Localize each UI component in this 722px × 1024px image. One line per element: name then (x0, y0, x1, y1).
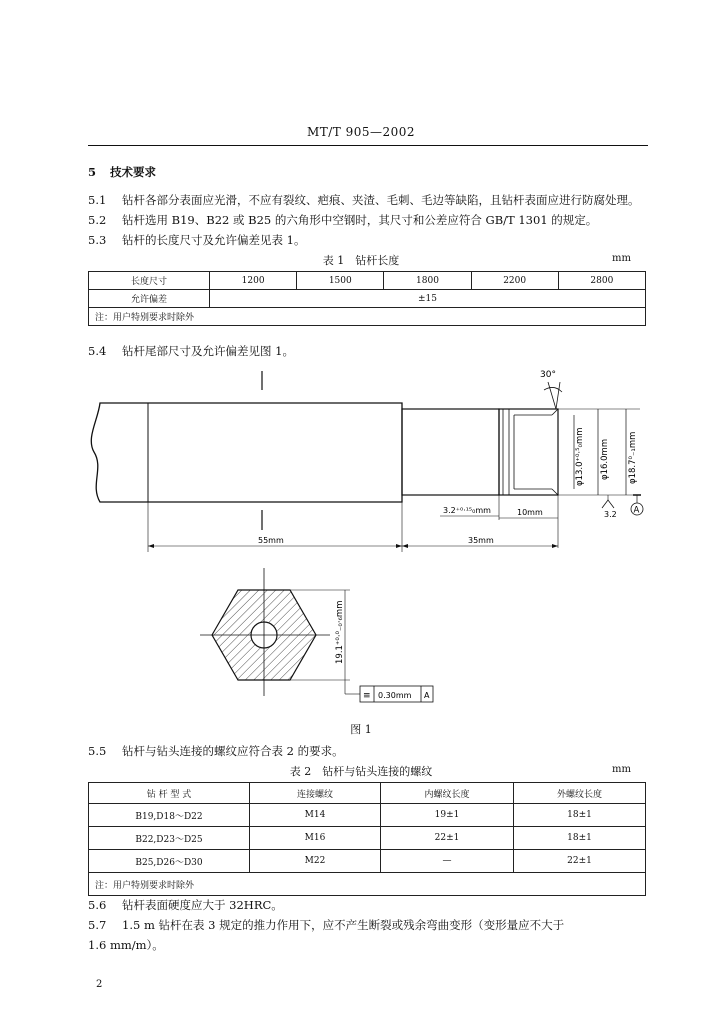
clause-5-1: 5.1 钻杆各部分表面应光滑，不应有裂纹、疤痕、夹渣、毛刺、毛边等缺陷，且钻杆表面应进行防腐处理。 (88, 193, 640, 207)
table1-row-label: 长度尺寸 (89, 272, 210, 290)
table2-unit: mm (612, 764, 631, 775)
table1-cell: 2800 (558, 272, 645, 290)
table1-cell: 1200 (210, 272, 297, 290)
angle-leader (556, 382, 560, 409)
table1-unit: mm (612, 253, 631, 264)
table2-cell: — (381, 850, 514, 873)
table-row (89, 804, 646, 827)
chamfer-line (552, 489, 558, 495)
table2-header-row (89, 783, 646, 804)
table-2 (88, 782, 646, 896)
table2-caption: 表 2 钻杆与钻头连接的螺纹 (289, 765, 433, 778)
table2-cell: 22±1 (514, 850, 646, 873)
table2-cell: 18±1 (514, 827, 646, 850)
dim-10: 10mm (517, 508, 543, 517)
table2-cell: M22 (250, 850, 381, 873)
angle-label: 30° (540, 370, 556, 380)
table1-cell: 1500 (297, 272, 384, 290)
fcf-tolerance: 0.30mm (378, 691, 412, 700)
clause-5-4: 5.4 钻杆尾部尺寸及允许偏差见图 1。 (88, 344, 294, 358)
table2-note-row (89, 873, 646, 896)
table2-cell: B22,D23～D25 (89, 827, 250, 850)
table2-header: 钻 杆 型 式 (89, 783, 250, 804)
table2-cell: 22±1 (381, 827, 514, 850)
table2-header: 连接螺纹 (250, 783, 381, 804)
section-number: 5 (88, 165, 97, 179)
dim-d3: φ18.7⁰₋₁mm (628, 431, 638, 484)
table1-note: 注：用户特别要求时除外 (89, 308, 646, 326)
thread-section (499, 409, 558, 495)
chamfer-line (552, 409, 558, 415)
clause-5-5: 5.5 钻杆与钻头连接的螺纹应符合表 2 的要求。 (88, 744, 344, 758)
running-header: MT/T 905—2002 (306, 125, 416, 139)
datum-label: A (633, 505, 640, 516)
dim-d1: φ13.0⁺⁰·⁵₀mm (575, 427, 585, 486)
table2-header: 外螺纹长度 (514, 783, 646, 804)
table-row (89, 827, 646, 850)
clause-5-3: 5.3 钻杆的长度尺寸及允许偏差见表 1。 (88, 233, 306, 247)
table2-cell: B25,D26～D30 (89, 850, 250, 873)
table2-cell: M14 (250, 804, 381, 827)
clause-5-2: 5.2 钻杆选用 B19、B22 或 B25 的六角形中空钢时，其尺寸和公差应符合 GB/T 1301 的规定。 (88, 213, 598, 227)
page-number: 2 (96, 979, 103, 990)
table-row (89, 850, 646, 873)
rod-body (91, 403, 402, 502)
section-title: 技术要求 (110, 165, 156, 179)
fcf-datum: A (424, 691, 430, 700)
clause-5-7: 5.7 1.5 m 钻杆在表 3 规定的推力作用下，应不产生断裂或残余弯曲变形（变形量应不大于 (88, 918, 565, 932)
table2-cell: 18±1 (514, 804, 646, 827)
rod-neck (402, 409, 499, 495)
table2-note: 注：用户特别要求时除外 (89, 873, 646, 896)
table2-header: 内螺纹长度 (381, 783, 514, 804)
figure1-caption: 图 1 (350, 723, 372, 736)
dim-d2: φ16.0mm (600, 438, 610, 480)
dim-slot: 3.2⁺⁰·¹⁵₀mm (443, 506, 491, 515)
dim-35: 35mm (468, 536, 494, 545)
dim-hex: 19.1⁺⁰·⁰₋₀·₆mm (335, 600, 345, 664)
table1-cell: ±15 (210, 290, 646, 308)
roughness-value: 3.2 (604, 510, 617, 519)
table2-cell: B19,D18～D22 (89, 804, 250, 827)
table1-row-label: 允许偏差 (89, 290, 210, 308)
table1-cell: 1800 (384, 272, 471, 290)
table1-caption: 表 1 钻杆长度 (322, 254, 400, 267)
dim-55: 55mm (258, 536, 284, 545)
table2-cell: M16 (250, 827, 381, 850)
roughness-symbol (602, 500, 614, 508)
table1-cell: 2200 (471, 272, 558, 290)
clause-5-7-continued: 1.6 mm/m）。 (88, 938, 164, 952)
table2-cell: 19±1 (381, 804, 514, 827)
clause-5-6: 5.6 钻杆表面硬度应大于 32HRC。 (88, 898, 283, 912)
fcf-symbol: ≡ (363, 691, 371, 701)
angle-leader (548, 382, 556, 409)
